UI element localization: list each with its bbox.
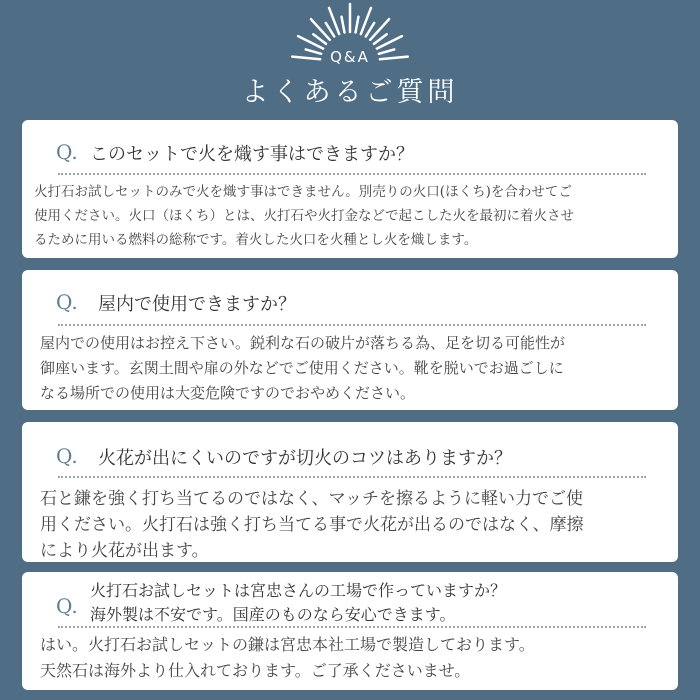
sun-ray (356, 17, 359, 33)
answer-line: 御座います。玄関土間や扉の外などでご使用ください。靴を脱いでお過ごしに (40, 359, 564, 377)
faq-card-1 (22, 120, 678, 258)
answer-line: 石と鎌を強く打ち当てるのではなく、マッチを擦るように軽い力でご使 (40, 489, 583, 509)
answer-line: はい。火打石お試しセットの鎌は宮忠本社工場で製造しております。 (40, 635, 535, 654)
dotted-divider (58, 173, 646, 175)
sun-ray (313, 34, 326, 44)
page-title: よくあるご質問 (241, 77, 459, 108)
question-text: 火打石お試しセットは宮忠さんの工場で作っていますか？ (90, 581, 507, 600)
answer-line: 火打石お試しセットのみで火を熾す事はできません。別売りの火口(ほくち)を合わせてご (34, 184, 572, 200)
question-mark: Q. (56, 140, 78, 164)
answer-line: 天然石は海外より仕入れております。ご了承くださいませ。 (40, 661, 471, 680)
sun-ray (366, 23, 374, 37)
dotted-divider (58, 476, 646, 478)
question-text: 海外製は不安です。国産のものなら安心できます。 (90, 605, 456, 624)
answer-line: 使用ください。火口（ほくち）とは、火打石や火打金などで起こした火を最初に着火させ (34, 208, 574, 224)
sun-ray (326, 23, 334, 37)
sun-ray (311, 19, 330, 40)
qa-label: Q&A (330, 48, 370, 66)
faq-card-2 (22, 270, 678, 410)
question-mark: Q. (56, 290, 78, 314)
dotted-divider (58, 324, 646, 326)
answer-line: るために用いる燃料の総称です。着火した火口を火種とし火を熾します。 (34, 232, 478, 248)
question-mark: Q. (56, 444, 78, 468)
question-text: 火花が出にくいのですが切火のコツはありますか？ (98, 448, 512, 469)
sun-ray (370, 19, 389, 40)
sun-ray (342, 17, 345, 33)
faq-card-4 (22, 572, 678, 690)
header (0, 0, 700, 118)
dotted-divider (58, 626, 646, 628)
answer-line: により火花が出ます。 (40, 541, 209, 561)
question-text: 屋内で使用できますか？ (98, 294, 296, 315)
faq-card-3 (22, 422, 678, 562)
question-text: このセットで火を熾す事はできますか？ (90, 144, 414, 165)
sun-ray (374, 34, 387, 44)
answer-line: 屋内での使用はお控え下さい。鋭利な石の破片が落ちる為、足を切る可能性が (40, 334, 566, 352)
answer-line: 用ください。火打石は強く打ち当てる事で火花が出るのではなく、摩擦 (40, 515, 584, 535)
question-mark: Q. (56, 594, 78, 618)
answer-line: なる場所での使用は大変危険ですのでおやめください。 (40, 384, 416, 402)
